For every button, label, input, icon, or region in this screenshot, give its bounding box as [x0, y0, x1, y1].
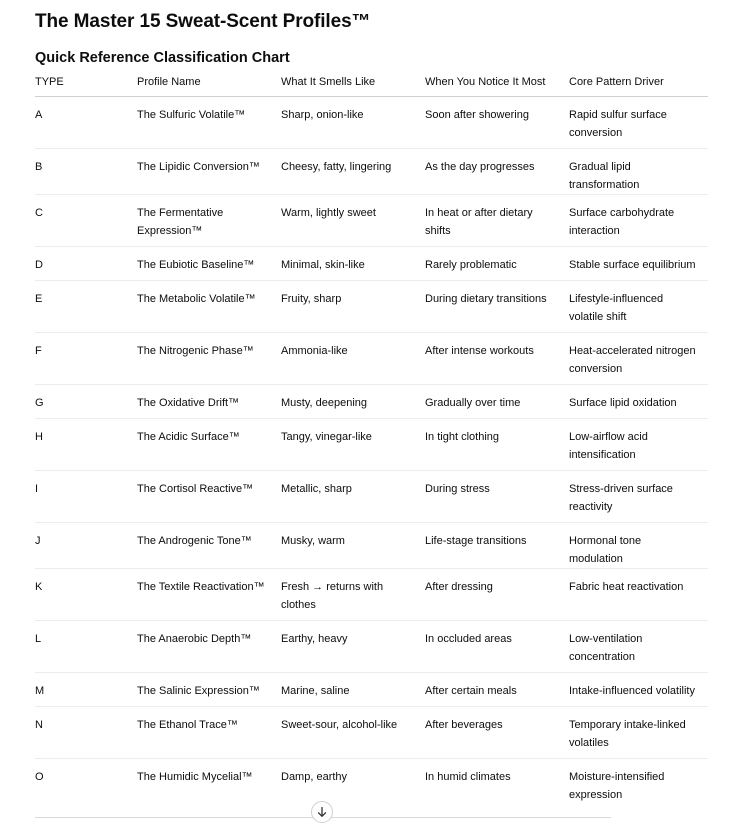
cell-type: C	[35, 194, 137, 246]
cell-smell: Minimal, skin-like	[281, 246, 425, 280]
cell-smell: Earthy, heavy	[281, 620, 425, 672]
cell-profile-name: The Textile Reactivation™	[137, 568, 281, 620]
cell-type: H	[35, 418, 137, 470]
cell-type: I	[35, 470, 137, 522]
cell-core-driver: Surface lipid oxidation	[569, 384, 708, 418]
cell-smell: Metallic, sharp	[281, 470, 425, 522]
cell-when-noticed: Gradually over time	[425, 384, 569, 418]
table-row	[35, 470, 708, 522]
table-header	[35, 76, 708, 96]
cell-profile-name: The Humidic Mycelial™	[137, 770, 253, 783]
cell-profile-name: The Sulfuric Volatile™	[137, 96, 281, 148]
table-row	[35, 96, 708, 148]
cell-profile-name: The Lipidic Conversion™	[137, 148, 281, 194]
cell-core-driver: Surface carbohydrate interaction	[569, 194, 708, 246]
cell-profile-name: The Androgenic Tone™	[137, 522, 281, 568]
cell-profile-name: The Nitrogenic Phase™	[137, 332, 281, 384]
table-row	[35, 280, 708, 332]
cell-when-noticed: In occluded areas	[425, 620, 569, 672]
cell-type: B	[35, 148, 137, 194]
cell-profile-name: The Anaerobic Depth™	[137, 620, 281, 672]
cell-type: D	[35, 246, 137, 280]
cell-when-noticed: Rarely problematic	[425, 246, 569, 280]
table-row	[35, 246, 708, 280]
table-row	[35, 148, 708, 194]
cell-when-noticed: As the day progresses	[425, 148, 569, 194]
cell-smell: Sweet-sour, alcohol-like	[281, 706, 425, 758]
cell-profile-name: The Metabolic Volatile™	[137, 280, 281, 332]
table-row	[35, 706, 708, 758]
header-row	[35, 76, 708, 96]
cell-core-driver: Heat-accelerated nitrogen conversion	[569, 332, 708, 384]
cell-core-driver: Low-ventilation concentration	[569, 620, 708, 672]
cell-when-noticed: After certain meals	[425, 672, 569, 706]
cell-profile-name: The Fermentative Expression™	[137, 194, 281, 246]
classification-table	[35, 76, 708, 810]
cell-type: O	[35, 770, 44, 783]
cell-smell: Ammonia-like	[281, 332, 425, 384]
cell-type: G	[35, 384, 137, 418]
cell-core-driver: Moisture-intensified expression	[569, 770, 665, 801]
cell-profile-name: The Cortisol Reactive™	[137, 470, 281, 522]
header-core-driver: Core Pattern Driver	[569, 76, 708, 96]
cell-type: J	[35, 522, 137, 568]
cell-core-driver: Stable surface equilibrium	[569, 246, 708, 280]
table-row	[35, 332, 708, 384]
cell-type: F	[35, 332, 137, 384]
cell-when-noticed: After intense workouts	[425, 332, 569, 384]
cell-when-noticed: Soon after showering	[425, 96, 569, 148]
cell-core-driver: Temporary intake-linked volatiles	[569, 706, 708, 758]
cell-type: K	[35, 568, 137, 620]
cell-smell: Fruity, sharp	[281, 280, 425, 332]
header-type: TYPE	[35, 76, 137, 96]
cell-when-noticed: During dietary transitions	[425, 280, 569, 332]
cell-type: M	[35, 672, 137, 706]
cell-core-driver: Rapid sulfur surface conversion	[569, 96, 708, 148]
cell-smell: Musky, warm	[281, 522, 425, 568]
cell-core-driver: Fabric heat reactivation	[569, 568, 708, 620]
cell-core-driver: Low-airflow acid intensification	[569, 418, 708, 470]
scroll-to-bottom-button[interactable]	[311, 801, 333, 823]
document-title: The Master 15 Sweat-Scent Profiles™	[35, 11, 371, 32]
cell-type: A	[35, 96, 137, 148]
header-smell: What It Smells Like	[281, 76, 425, 96]
cell-profile-name: The Ethanol Trace™	[137, 706, 281, 758]
cell-profile-name: The Salinic Expression™	[137, 672, 281, 706]
cell-when-noticed: During stress	[425, 470, 569, 522]
cell-smell: Musty, deepening	[281, 384, 425, 418]
table-row	[35, 418, 708, 470]
cell-when-noticed: After beverages	[425, 706, 569, 758]
cell-profile-name: The Oxidative Drift™	[137, 384, 281, 418]
cell-core-driver: Hormonal tone modulation	[569, 522, 708, 568]
header-when-noticed: When You Notice It Most	[425, 76, 569, 96]
cell-profile-name: The Acidic Surface™	[137, 418, 281, 470]
cell-profile-name: The Eubiotic Baseline™	[137, 246, 281, 280]
cell-type: L	[35, 620, 137, 672]
cell-smell: Marine, saline	[281, 672, 425, 706]
cell-type: N	[35, 706, 137, 758]
table-row	[35, 522, 708, 568]
table-row	[35, 620, 708, 672]
cell-when-noticed: In tight clothing	[425, 418, 569, 470]
cell-core-driver: Stress-driven surface reactivity	[569, 470, 708, 522]
cell-smell: Tangy, vinegar-like	[281, 418, 425, 470]
cell-when-noticed: In heat or after dietary shifts	[425, 194, 569, 246]
arrow-down-icon	[316, 806, 328, 818]
table-row	[35, 672, 708, 706]
cell-smell: Sharp, onion-like	[281, 96, 425, 148]
table-subtitle: Quick Reference Classification Chart	[35, 50, 290, 66]
table-row	[35, 384, 708, 418]
table-body	[35, 96, 708, 810]
cell-smell: Warm, lightly sweet	[281, 194, 425, 246]
table-row	[35, 194, 708, 246]
cell-smell: Cheesy, fatty, lingering	[281, 148, 425, 194]
cell-smell: Fresh → returns with clothes	[281, 568, 425, 620]
cell-when-noticed: After dressing	[425, 568, 569, 620]
cell-smell: Damp, earthy	[281, 770, 348, 783]
cell-core-driver: Lifestyle-influenced volatile shift	[569, 280, 708, 332]
cell-type: E	[35, 280, 137, 332]
cell-when-noticed: In humid climates	[425, 770, 511, 783]
table-row	[35, 758, 708, 810]
cell-when-noticed: Life-stage transitions	[425, 522, 569, 568]
table-row	[35, 568, 708, 620]
cell-core-driver: Intake-influenced volatility	[569, 672, 708, 706]
cell-core-driver: Gradual lipid transformation	[569, 148, 708, 194]
header-profile-name: Profile Name	[137, 76, 281, 96]
